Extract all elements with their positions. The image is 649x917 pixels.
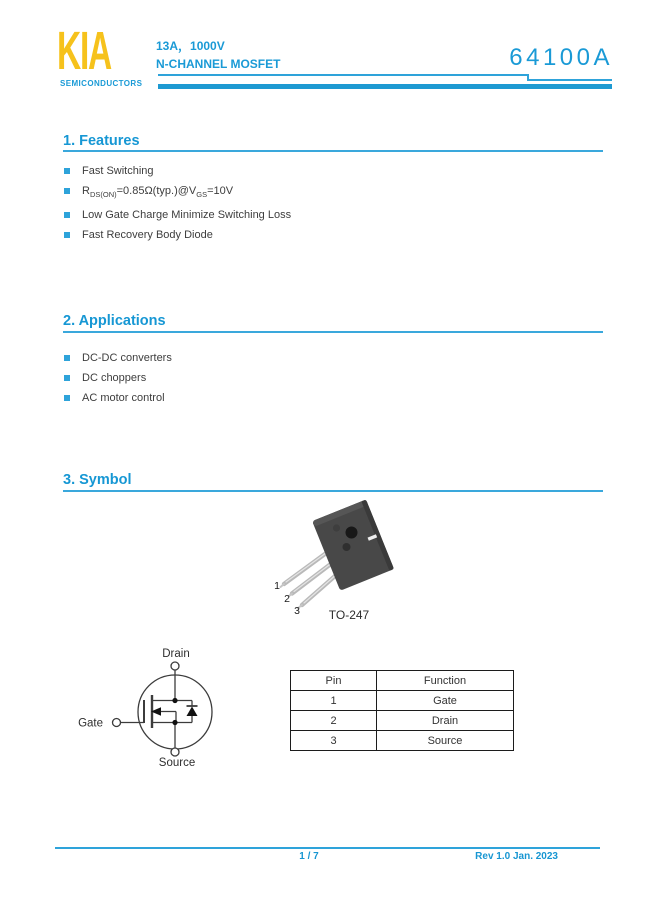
feature-item xyxy=(64,209,291,222)
application-text: AC motor control xyxy=(82,392,165,404)
package-pin3-label: 3 xyxy=(294,605,300,617)
pin-function-table xyxy=(290,670,514,751)
header-rule-thin-left xyxy=(158,74,527,76)
features-heading: 1. Features xyxy=(63,133,140,149)
table-row xyxy=(291,731,514,751)
body-diode-icon xyxy=(187,707,198,717)
part-number: 64100A xyxy=(509,44,613,71)
feature-text: Fast Switching xyxy=(82,165,154,177)
device-rating: 13A，1000V xyxy=(156,39,225,53)
package-name-caption: TO-247 xyxy=(328,608,370,622)
application-text: DC-DC converters xyxy=(82,352,172,364)
function-cell: Drain xyxy=(377,711,514,731)
bullet-square-icon xyxy=(64,188,70,194)
header-rule-thin-right xyxy=(527,79,612,81)
table-row xyxy=(291,711,514,731)
function-column-header: Function xyxy=(377,671,514,691)
application-item xyxy=(64,392,172,405)
symbol-underline xyxy=(63,490,603,492)
kia-logo: KIA xyxy=(57,21,111,81)
revision-label: Rev 1.0 Jan. 2023 xyxy=(475,851,558,862)
symbol-heading: 3. Symbol xyxy=(63,472,132,488)
drain-terminal xyxy=(171,662,179,670)
application-item xyxy=(64,372,172,385)
feature-item xyxy=(64,185,291,202)
package-photo-to247 xyxy=(263,498,415,628)
table-header-row xyxy=(291,671,514,691)
pin-cell: 2 xyxy=(291,711,377,731)
table-row xyxy=(291,691,514,711)
gate-terminal xyxy=(113,719,121,727)
feature-text: Fast Recovery Body Diode xyxy=(82,229,213,242)
bullet-square-icon xyxy=(64,168,70,174)
gate-label: Gate xyxy=(78,717,103,730)
function-cell: Source xyxy=(377,731,514,751)
source-terminal xyxy=(171,748,179,756)
features-list xyxy=(64,165,291,249)
bullet-square-icon xyxy=(64,355,70,361)
bullet-square-icon xyxy=(64,395,70,401)
feature-item xyxy=(64,229,291,242)
pin-column-header: Pin xyxy=(291,671,377,691)
source-label: Source xyxy=(158,757,196,769)
pin-cell: 1 xyxy=(291,691,377,711)
bullet-square-icon xyxy=(64,375,70,381)
features-underline xyxy=(63,150,603,152)
package-pin1-label: 1 xyxy=(274,580,280,592)
application-text: DC choppers xyxy=(82,372,147,384)
device-type: N-CHANNEL MOSFET xyxy=(156,57,281,71)
footer-rule xyxy=(55,847,600,849)
feature-text: Low Gate Charge Minimize Switching Loss xyxy=(82,209,292,222)
application-item xyxy=(64,352,172,365)
bullet-square-icon xyxy=(64,212,70,218)
device-summary xyxy=(156,37,280,73)
package-body xyxy=(312,499,394,590)
kia-logo-subtext: SEMICONDUCTORS xyxy=(60,79,143,88)
applications-underline xyxy=(63,331,603,333)
mosfet-symbol xyxy=(58,640,288,782)
pin-cell: 3 xyxy=(291,731,377,751)
package-pin2-label: 2 xyxy=(284,593,290,605)
drain-label: Drain xyxy=(162,648,190,660)
page-number: 1 / 7 xyxy=(299,851,319,862)
bullet-square-icon xyxy=(64,232,70,238)
header-rule-thick xyxy=(158,84,612,89)
feature-text: $R_{DS(ON)}=0.85\Omega(typ.)@V_{GS}=10V$ xyxy=(82,185,234,200)
applications-list xyxy=(64,352,172,412)
feature-item xyxy=(64,165,291,178)
applications-heading: 2. Applications xyxy=(63,313,166,329)
function-cell: Gate xyxy=(377,691,514,711)
